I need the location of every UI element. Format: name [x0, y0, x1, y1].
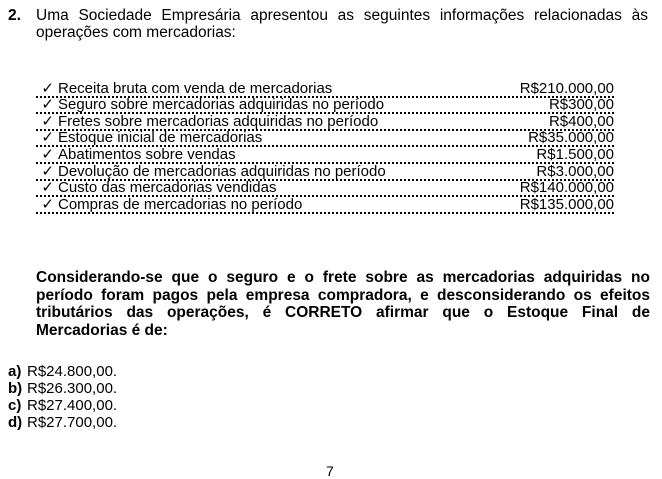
question-prompt: Considerando-se que o seguro e o frete sobre as mercadorias adquiridas no período foram pagos pela empresa compradora, e desconsiderando os efeitos tributários das operações, é CORRETO afirmar que o Estoque Final de Mercadorias é de:: [36, 269, 650, 339]
check-icon: ✓: [41, 112, 54, 130]
option-letter: c): [8, 397, 22, 414]
check-icon: ✓: [41, 145, 54, 163]
answer-option-d[interactable]: [8, 414, 117, 431]
page-number: 7: [326, 463, 334, 479]
option-letter: b): [8, 380, 23, 397]
info-item-label: Compras de mercadorias no período: [58, 195, 303, 213]
answer-option-b[interactable]: [8, 380, 117, 397]
info-item: [36, 181, 614, 198]
info-item-value: R$35.000,00: [528, 129, 614, 147]
info-list: [36, 81, 614, 214]
option-letter: a): [8, 363, 22, 380]
info-item: [36, 98, 614, 115]
info-item-label: Devolução de mercadorias adquiridas no período: [58, 162, 386, 180]
info-item-value: R$3.000,00: [536, 162, 614, 180]
check-icon: ✓: [41, 79, 54, 97]
option-text: R$24.800,00.: [27, 363, 118, 380]
check-icon: ✓: [41, 96, 54, 114]
answer-options: [8, 363, 117, 431]
answer-option-c[interactable]: [8, 397, 117, 414]
answer-option-a[interactable]: [8, 363, 117, 380]
info-item-value: R$140.000,00: [519, 179, 614, 197]
question-intro: Uma Sociedade Empresária apresentou as seguintes informações relacionadas às operações com mercadorias:: [36, 7, 648, 41]
check-icon: ✓: [41, 162, 54, 180]
info-item: [36, 81, 614, 98]
info-item-value: R$210.000,00: [519, 79, 614, 97]
option-text: R$26.300,00.: [27, 380, 118, 397]
option-text: R$27.700,00.: [27, 414, 118, 431]
info-item: [36, 164, 614, 181]
info-item-label: Fretes sobre mercadorias adquiridas no período: [58, 112, 379, 130]
info-item-value: R$300,00: [548, 96, 614, 114]
check-icon: ✓: [41, 179, 54, 197]
info-item-value: R$135.000,00: [519, 195, 614, 213]
info-item-value: R$400,00: [548, 112, 614, 130]
question-number: 2.: [8, 7, 21, 24]
info-item-label: Custo das mercadorias vendidas: [58, 179, 277, 197]
info-item-label: Seguro sobre mercadorias adquiridas no período: [58, 96, 385, 114]
info-item-label: Abatimentos sobre vendas: [58, 145, 236, 163]
info-item-label: Estoque inicial de mercadorias: [58, 129, 263, 147]
check-icon: ✓: [41, 195, 54, 213]
question-header: [8, 7, 648, 41]
info-item: [36, 197, 614, 214]
check-icon: ✓: [41, 129, 54, 147]
option-letter: d): [8, 414, 23, 431]
info-item-value: R$1.500,00: [536, 145, 614, 163]
option-text: R$27.400,00.: [27, 397, 118, 414]
info-item: [36, 114, 614, 131]
info-item: [36, 131, 614, 148]
info-item-label: Receita bruta com venda de mercadorias: [58, 79, 333, 97]
info-item: [36, 147, 614, 164]
